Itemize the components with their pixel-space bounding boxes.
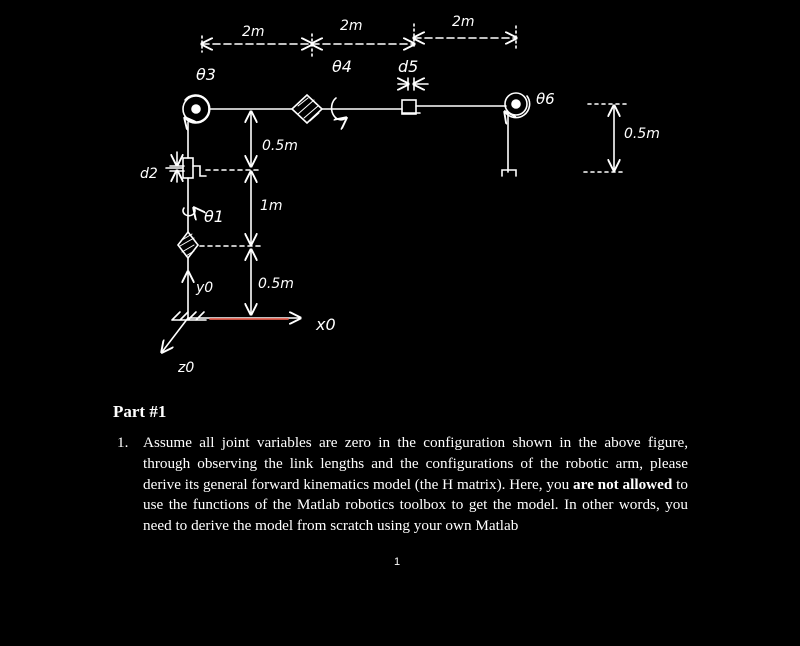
prismatic-d2-step	[193, 166, 206, 176]
label-seg-05-lower: 0.5m	[258, 276, 294, 292]
joint-6-center	[512, 100, 520, 108]
question-text	[143, 433, 688, 537]
label-top-len-3: 2m	[452, 14, 475, 30]
theta1-arrow	[183, 208, 195, 216]
label-theta4: θ4	[332, 57, 352, 76]
label-top-len-2: 2m	[340, 18, 363, 34]
prismatic-d5-body	[402, 100, 416, 114]
label-theta3: θ3	[196, 65, 216, 84]
emphasis-not-allowed: are not allowed	[573, 475, 673, 493]
label-seg-1m: 1m	[260, 198, 283, 214]
label-theta1: θ1	[204, 207, 224, 226]
page-number: 1	[394, 556, 401, 568]
prismatic-d2-body	[183, 158, 193, 178]
part-heading: Part #1	[113, 402, 167, 421]
z0-axis	[162, 318, 188, 352]
question-text-part-2: to use the functions of the Matlab robotics toolbox to get the model. In other words, you need to derive the model from scratch using your own Matlab	[143, 475, 688, 535]
label-right-05: 0.5m	[624, 126, 660, 142]
joint-3-center	[192, 105, 200, 113]
label-d2: d2	[140, 166, 158, 182]
item-number: 1.	[117, 434, 129, 451]
end-effector-gripper	[502, 170, 516, 176]
label-theta6: θ6	[536, 90, 555, 108]
label-y0: y0	[196, 280, 214, 296]
label-x0: x0	[316, 315, 336, 334]
label-seg-05-upper: 0.5m	[262, 138, 298, 154]
label-top-len-1: 2m	[242, 24, 265, 40]
question-text-part-1: Assume all joint variables are zero in the configuration shown in the above figure, through observing the link lengths and the configurations of the robotic arm, please derive its general forward kinematics model (the H matrix). Here, you	[143, 434, 688, 493]
label-d5: d5	[398, 57, 419, 76]
question-item	[117, 433, 688, 537]
label-z0: z0	[178, 360, 195, 376]
